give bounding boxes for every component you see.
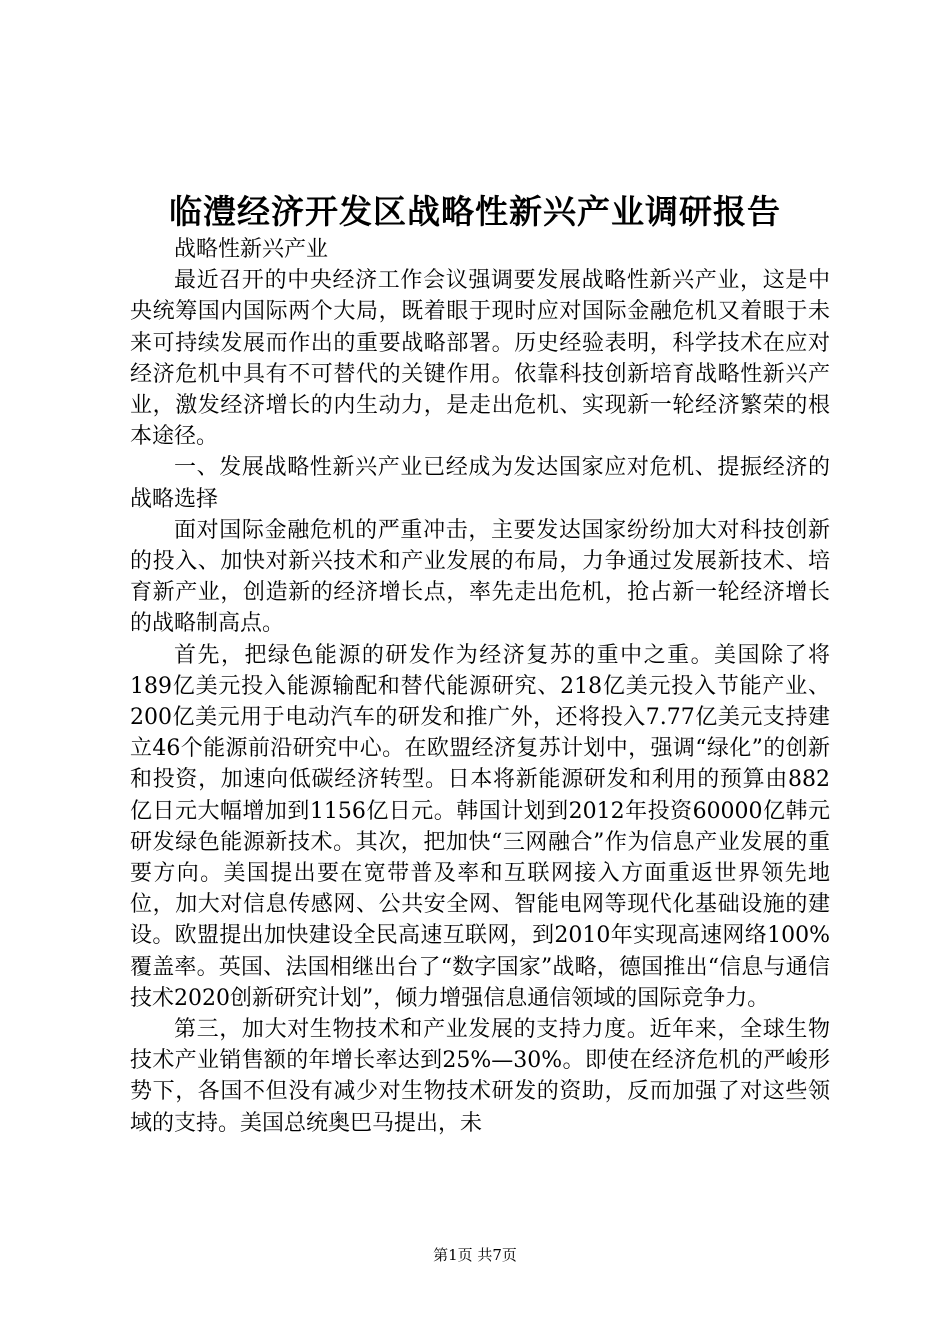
document-title: 临澧经济开发区战略性新兴产业调研报告 [169, 192, 781, 231]
paragraph-4: 首先，把绿色能源的研发作为经济复苏的重中之重。美国除了将189亿美元投入能源输配和替代能源研究、218亿美元投入节能产业、200亿美元用于电动汽车的研发和推广外，还将投入7.77亿美元支持建立46个能源前沿研究中心。在欧盟经济复苏计划中，强调“绿化”的创新和投资，加速向低碳经济转型。日本将新能源研发和利用的预算由882亿日元大幅增加到1156亿日元。韩国计划到2012年投资60000亿韩元研发绿色能源新技术。其次，把加快“三网融合”作为信息产业发展的重要方向。美国提出要在宽带普及率和互联网接入方面重返世界领先地位，加大对信息传感网、公共安全网、智能电网等现代化基础设施的建设。欧盟提出加快建设全民高速互联网，到2010年实现高速网络100%覆盖率。英国、法国相继出台了“数字国家”战略，德国推出“信息与通信技术2020创新研究计划”，倾力增强信息通信领域的国际竞争力。 [130, 642, 830, 1011]
paragraph-3: 面对国际金融危机的严重冲击，主要发达国家纷纷加大对科技创新的投入、加快对新兴技术和产业发展的布局，力争通过发展新技术、培育新产业，创造新的经济增长点，率先走出危机，抢占新一轮经济增长的战略制高点。 [130, 517, 830, 637]
document-body [130, 234, 830, 1139]
paragraph-5: 第三，加大对生物技术和产业发展的支持力度。近年来，全球生物技术产业销售额的年增长率达到25%—30%。即使在经济危机的严峻形势下，各国不但没有减少对生物技术研发的资助，反而加强了对这些领域的支持。美国总统奥巴马提出，未 [130, 1017, 830, 1136]
paragraph-2: 最近召开的中央经济工作会议强调要发展战略性新兴产业，这是中央统筹国内国际两个大局，既着眼于现时应对国际金融危机又着眼于未来可持续发展而作出的重要战略部署。历史经验表明，科学技术在应对经济危机中具有不可替代的关键作用。依靠科技创新培育战略性新兴产业，激发经济增长的内生动力，是走出危机、实现新一轮经济繁荣的根本途径。 [130, 268, 830, 450]
page-footer: 第1页 共7页 [433, 1246, 517, 1264]
paragraph-1: 战略性新兴产业 [174, 237, 329, 262]
section-heading-1: 一、发展战略性新兴产业已经成为发达国家应对危机、提振经济的战略选择 [130, 455, 830, 512]
